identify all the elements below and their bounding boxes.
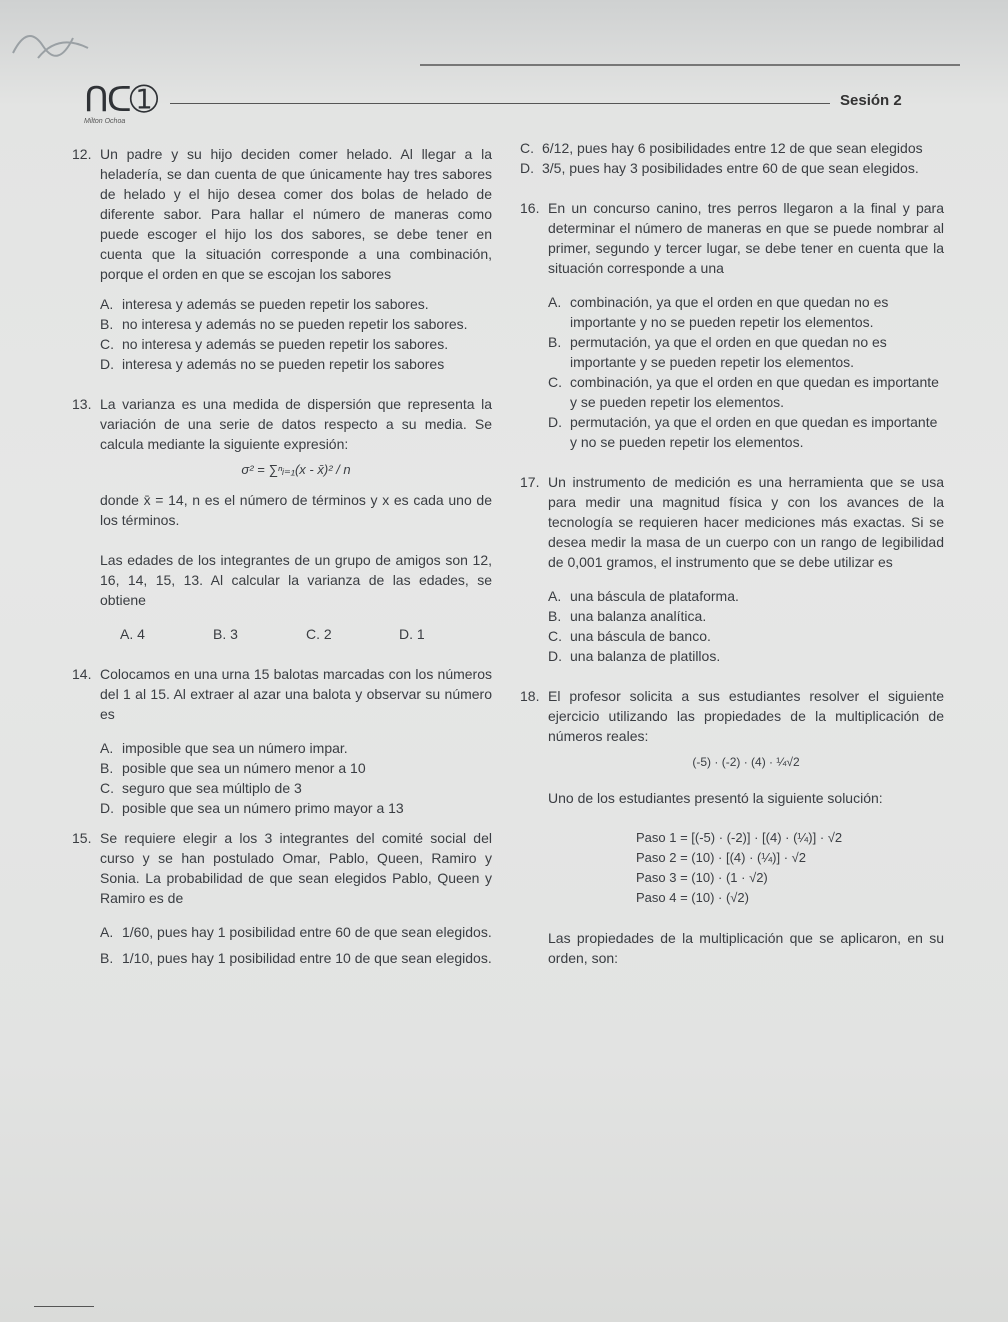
step-3: Paso 3 = (10) · (1 · √2): [636, 870, 768, 885]
step-2: Paso 2 = (10) · [(4) · (¼)] · √2: [636, 850, 807, 865]
scribble-mark: [8, 18, 98, 68]
question-number: 15.: [72, 830, 92, 846]
question-12: [72, 144, 492, 374]
question-13: [72, 394, 492, 644]
question-text-2: Uno de los estudiantes presentó la siguiente solución:: [548, 790, 883, 806]
question-number: 17.: [520, 474, 540, 490]
option-b[interactable]: B. permutación, ya que el orden en que quedan no es importante y se pueden repetir los elementos.: [548, 334, 887, 370]
footer-rule: [34, 1306, 94, 1307]
question-number: 16.: [520, 200, 540, 216]
question-text: Se requiere elegir a los 3 integrantes del comité social del curso y se han postulado Omar, Pablo, Queen, Ramiro y Sonia. La probabilidad de que sean elegidos Pablo, Queen y Ramiro es de: [100, 830, 492, 906]
step-4: Paso 4 = (10) · (√2): [636, 890, 749, 905]
question-number: 13.: [72, 396, 92, 412]
question-text: En un concurso canino, tres perros llegaron a la final y para determinar el número de maneras en que se puede nombrar al primer, segundo y tercer lugar, se debe tener en cuenta que la situación corresponde a una: [548, 200, 944, 276]
option-c[interactable]: C. combinación, ya que el orden en que quedan es importante y se pueden repetir los elementos.: [548, 374, 939, 410]
option-b[interactable]: B. 3: [213, 626, 238, 642]
option-d[interactable]: D. permutación, ya que el orden en que quedan es importante y no se pueden repetir los elementos.: [548, 414, 938, 450]
question-text: Un instrumento de medición es una herramienta que se usa para medir una magnitud física y con los avances de la tecnología se requieren hacer mediciones más exactas. Si se desea medir la masa de un cuerpo con un rango de legibilidad de 0,001 gramos, el instrumento que se debe utilizar es: [548, 474, 944, 570]
formula-explanation: donde x̄ = 14, n es el número de términos y x es cada uno de los términos.: [100, 492, 492, 528]
question-text-3: Las propiedades de la multiplicación que se aplicaron, en su orden, son:: [548, 930, 944, 966]
option-d[interactable]: D. posible que sea un número primo mayor a 13: [100, 800, 404, 816]
option-b[interactable]: B. posible que sea un número menor a 10: [100, 760, 366, 776]
q15-option-c[interactable]: C. 6/12, pues hay 6 posibilidades entre 12 de que sean elegidos: [520, 140, 923, 156]
option-a[interactable]: A. una báscula de plataforma.: [548, 588, 739, 604]
variance-formula: σ² = ∑ⁿᵢ₌₁(x - x̄)² / n: [241, 462, 351, 477]
logo: ᑎᑕ➀: [84, 81, 157, 119]
q15-option-d[interactable]: D. 3/5, pues hay 3 posibilidades entre 60 de que sean elegidos.: [520, 160, 919, 176]
option-d[interactable]: D. una balanza de platillos.: [548, 648, 721, 664]
option-b[interactable]: B. no interesa y además no se pueden repetir los sabores.: [100, 316, 468, 332]
solution-steps: [548, 828, 944, 908]
option-c[interactable]: C. una báscula de banco.: [548, 628, 711, 644]
option-d[interactable]: D. 1: [399, 626, 425, 642]
right-column: [520, 138, 944, 968]
session-label: Sesión 2: [840, 92, 902, 109]
option-c[interactable]: C. seguro que sea múltiplo de 3: [100, 780, 302, 796]
question-text-2: Las edades de los integrantes de un grupo de amigos son 12, 16, 14, 15, 13. Al calcular la varianza de las edades, se obtiene: [100, 552, 492, 608]
question-number: 12.: [72, 146, 92, 162]
options-row: [100, 624, 492, 644]
question-14: [72, 664, 492, 818]
question-text: Un padre y su hijo deciden comer helado. Al llegar a la heladería, se dan cuenta de que únicamente hay tres sabores de helado y el hijo desea comer dos bolas de helado de diferente sabor. Para hallar el número de maneras como puede escoger el hijo los dos sabores, se debe tener en cuenta que la situación corresponde a una combinación, porque el orden en que se escojan los sabores: [100, 146, 492, 282]
question-text: La varianza es una medida de dispersión que representa la variación de una serie de datos respecto a su media. Se calcula mediante la siguiente expresión:: [100, 396, 492, 452]
question-text: El profesor solicita a sus estudiantes resolver el siguiente ejercicio utilizando las propiedades de la multiplicación de números reales:: [548, 688, 944, 744]
exercise-expression: (-5) · (-2) · (4) · ¼√2: [692, 755, 800, 769]
question-16: [520, 198, 944, 452]
option-a[interactable]: A. interesa y además se pueden repetir los sabores.: [100, 296, 429, 312]
left-column: [72, 144, 492, 968]
question-text: Colocamos en una urna 15 balotas marcadas con los números del 1 al 15. Al extraer al azar una balota y observar su número es: [100, 666, 492, 722]
logo-subtitle: Milton Ochoa: [84, 118, 126, 125]
question-number: 14.: [72, 666, 92, 682]
question-15: [72, 828, 492, 968]
option-b[interactable]: B. una balanza analítica.: [548, 608, 707, 624]
option-c[interactable]: C. no interesa y además se pueden repetir los sabores.: [100, 336, 449, 352]
option-a[interactable]: A. 1/60, pues hay 1 posibilidad entre 60 de que sean elegidos.: [100, 924, 492, 940]
option-a[interactable]: A. 4: [120, 626, 145, 642]
option-d[interactable]: D. interesa y además no se pueden repetir los sabores: [100, 356, 445, 372]
option-b[interactable]: B. 1/10, pues hay 1 posibilidad entre 10 de que sean elegidos.: [100, 950, 492, 966]
question-number: 18.: [520, 688, 540, 704]
option-a[interactable]: A. imposible que sea un número impar.: [100, 740, 348, 756]
question-18: [520, 686, 944, 968]
option-c[interactable]: C. 2: [306, 626, 332, 642]
top-rule: [420, 64, 960, 66]
step-1: Paso 1 = [(-5) · (-2)] · [(4) · (¼)] · √2: [636, 830, 843, 845]
question-17: [520, 472, 944, 666]
header-rule: [170, 103, 830, 104]
option-a[interactable]: A. combinación, ya que el orden en que quedan no es importante y no se pueden repetir los elementos.: [548, 294, 889, 330]
